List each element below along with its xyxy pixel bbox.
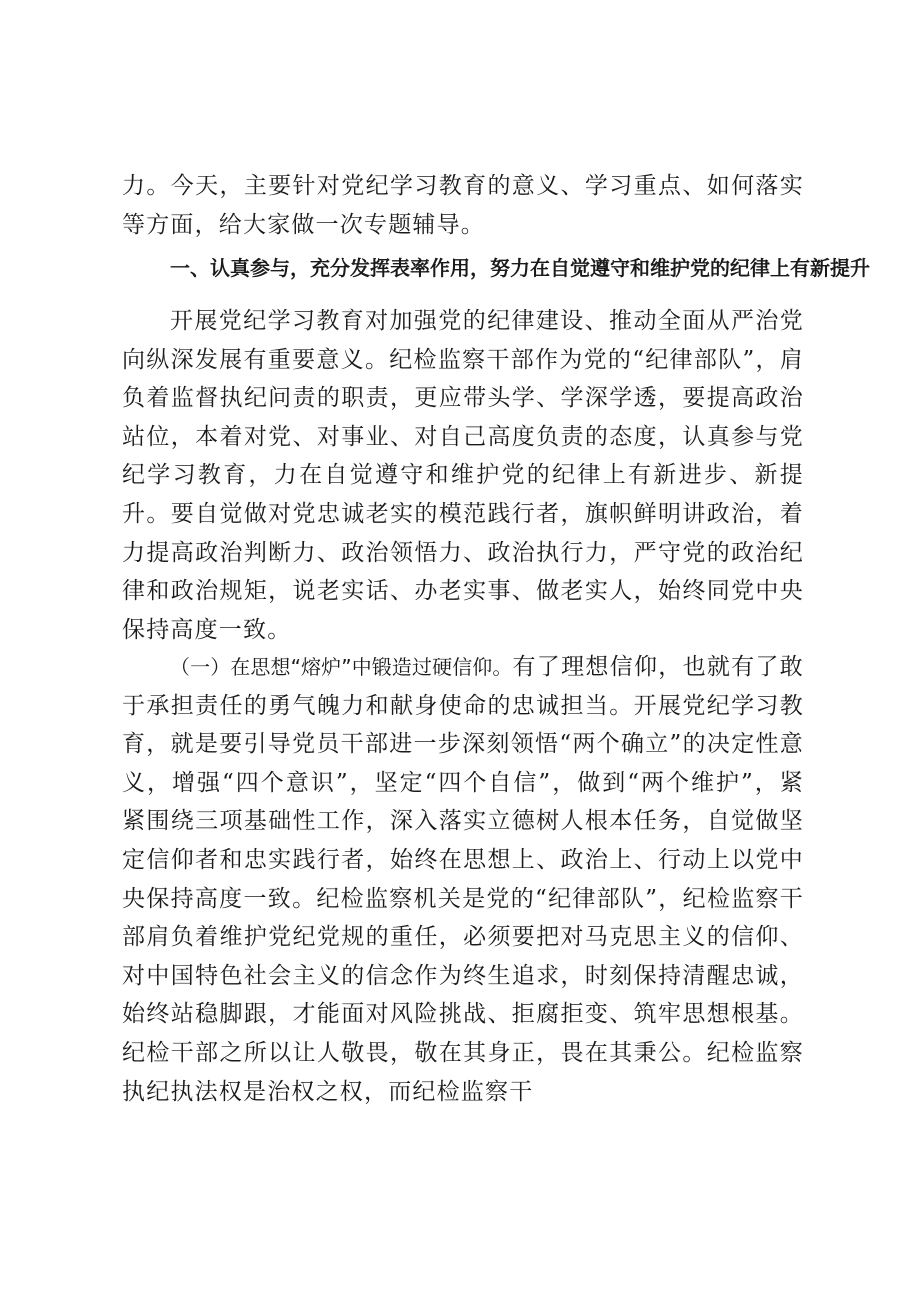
subsection-paragraph-block: [122, 648, 804, 1111]
subsection-heading: （一）在思想“熔炉”中锻造过硬信仰。: [170, 655, 513, 679]
subsection-paragraph: 有了理想信仰，也就有了敢于承担责任的勇气魄力和献身使命的忠诚担当。开展党纪学习教育，就是要引导党员干部进一步深刻领悟“两个确立”的决定性意义，增强“四个意识”，坚定“四个自信”，做到“两个维护”，紧紧围绕三项基础性工作，深入落实立德树人根本任务，自觉做坚定信仰者和忠实践行者，始终在思想上、政治上、行动上以党中央保持高度一致。纪检监察机关是党的“纪律部队”，纪检监察干部肩负着维护党纪党规的重任，必须要把对马克思主义的信仰、对中国特色社会主义的信念作为终生追求，时刻保持清醒忠诚，始终站稳脚跟，才能面对风险挑战、拒腐拒变、筑牢思想根基。纪检干部之所以让人敬畏，敬在其身正，畏在其秉公。纪检监察执纪执法权是治权之权，而纪检监察干: [122, 654, 804, 1105]
section-paragraph: 开展党纪学习教育对加强党的纪律建设、推动全面从严治党向纵深发展有重要意义。纪检监察干部作为党的“纪律部队”，肩负着监督执纪问责的职责，更应带头学、学深学透，要提高政治站位，本着对党、对事业、对自己高度负责的态度，认真参与党纪学习教育，力在自觉遵守和维护党的纪律上有新进步、新提升。要自觉做对党忠诚老实的模范践行者，旗帜鲜明讲政治，着力提高政治判断力、政治领悟力、政治执行力，严守党的政治纪律和政治规矩，说老实话、办老实事、做老实人，始终同党中央保持高度一致。: [122, 308, 804, 643]
section-heading: 一、认真参与，充分发挥表率作用，努力在自觉遵守和维护党的纪律上有新提升: [170, 256, 870, 280]
intro-paragraph: 力。今天，主要针对党纪学习教育的意义、学习重点、如何落实等方面，给大家做一次专题辅导。: [122, 173, 804, 238]
